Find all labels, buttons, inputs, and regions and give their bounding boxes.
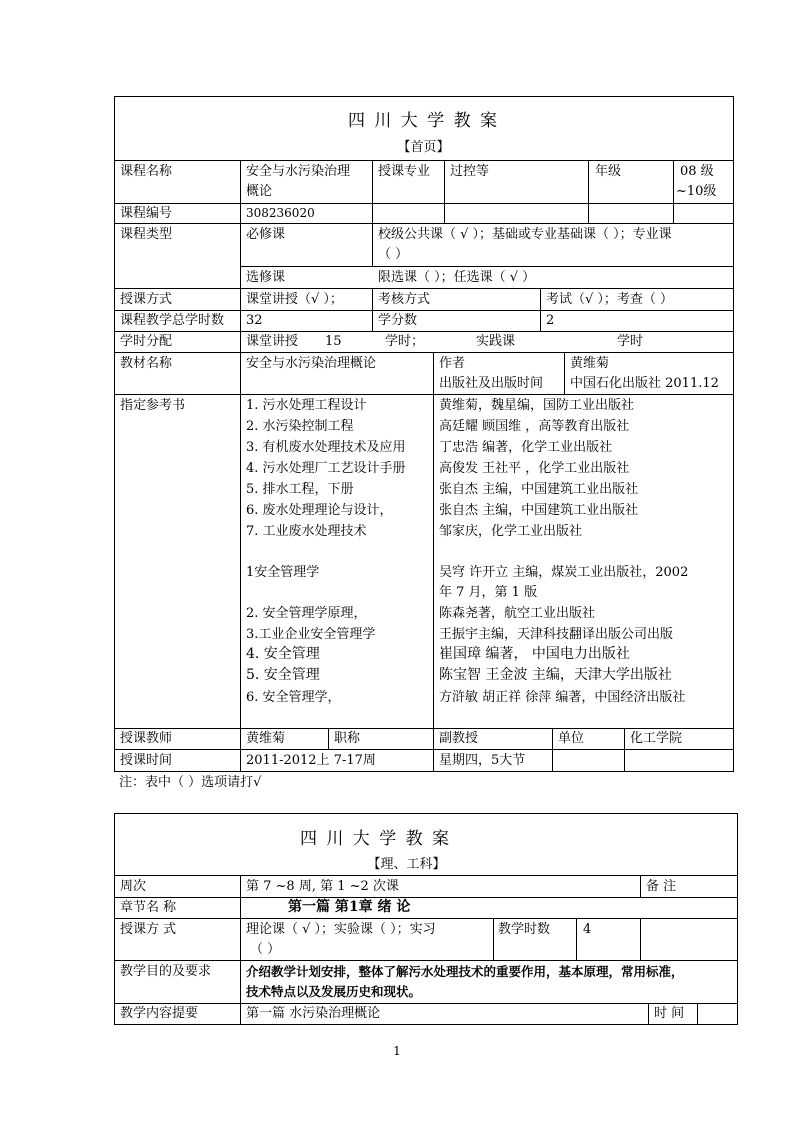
hours-dist-label: 学时分配 — [120, 334, 173, 349]
assessment-label: 考核方式 — [378, 292, 431, 307]
course-code-label: 课程编号 — [120, 206, 173, 221]
teacher-label: 授课教师 — [120, 731, 173, 746]
required-label: 必修课 — [246, 227, 286, 242]
ref-author: 邹家庆，化学工业出版社 — [439, 524, 583, 539]
total-hours-label: 课程教学总学时数 — [120, 313, 225, 328]
grade-value-2: ~10级 — [676, 184, 717, 199]
grade-label: 年级 — [595, 164, 622, 179]
ref-author-cont: 年 7 月，第 1 版 — [439, 585, 538, 600]
ref-title: 2. 水污染控制工程 — [246, 419, 354, 434]
ref-author: 吴穹 许开立 主编，煤炭工业出版社，2002 — [439, 565, 689, 580]
course-code-value: 308236020 — [246, 206, 315, 220]
publisher-label: 出版社及出版时间 — [439, 376, 544, 391]
ref-author: 方浒敏 胡正祥 徐萍 编著，中国经济出版社 — [439, 690, 686, 705]
teaching-time-label: 授课时间 — [120, 753, 173, 768]
course-name-label: 课程名称 — [120, 164, 173, 179]
credits-label: 学分数 — [378, 313, 418, 328]
ref-author: 陈森尧著，航空工业出版社 — [439, 606, 596, 621]
ref-author: 崔国璋 编著， 中国电力出版社 — [439, 646, 630, 662]
textbook-label: 教材名称 — [120, 356, 173, 371]
ref-author: 陈宝智 王金波 主编，天津大学出版社 — [439, 667, 672, 683]
teaching-mode-value-2: （ ） — [250, 942, 281, 957]
professional-title-label: 职称 — [334, 731, 361, 746]
course-name-value: 安全与水污染治理 — [246, 164, 351, 179]
required-options-2: （ ） — [378, 247, 409, 262]
table-subtitle: 【理、工科】 — [367, 857, 446, 872]
ref-author: 丁忠浩 编著，化学工业出版社 — [439, 440, 613, 455]
ref-title: 3.工业企业安全管理学 — [246, 627, 376, 642]
table-note: 注：表中（ ）选项请打√ — [119, 775, 262, 790]
ref-author: 高俊发 王社平 ，化学工业出版社 — [439, 461, 630, 476]
total-hours-value: 32 — [246, 313, 263, 328]
content-value: 第一篇 水污染治理概论 — [246, 1006, 381, 1021]
professional-title-value: 副教授 — [439, 731, 479, 746]
required-options: 校级公共课（ √ ）；基础或专业基础课（ ）；专业课 — [378, 227, 672, 242]
ref-title: 6. 废水处理理论与设计， — [246, 503, 393, 518]
reference-books-label: 指定参考书 — [120, 398, 186, 413]
credits-value: 2 — [546, 313, 555, 328]
ref-author: 张自杰 主编，中国建筑工业出版社 — [439, 482, 639, 497]
teaching-hours-value: 4 — [583, 922, 592, 937]
lecture-hours-unit: 学时； — [385, 334, 425, 349]
table-title: 四 川 大 学 教 案 — [347, 111, 500, 131]
time-column-label: 时 间 — [654, 1006, 685, 1021]
table-subtitle: 【首页】 — [397, 140, 450, 155]
teacher-value: 黄维菊 — [246, 731, 286, 746]
unit-value: 化工学院 — [630, 731, 683, 746]
lecture-label: 课堂讲授 — [246, 334, 299, 349]
goal-label: 教学目的及要求 — [120, 964, 212, 979]
practice-hours-unit: 学时 — [617, 334, 644, 349]
ref-title: 5. 安全管理 — [246, 667, 320, 683]
major-value: 过控等 — [450, 164, 490, 179]
author-label: 作者 — [439, 356, 466, 371]
goal-text-2: 技术特点以及发展历史和现状。 — [246, 984, 422, 999]
elective-options: 限选课（ ）；任选课（ √ ） — [378, 270, 536, 285]
ref-author: 王振宇主编，天津科技翻译出版公司出版 — [439, 627, 674, 642]
ref-title: 4. 污水处理厂工艺设计手册 — [246, 461, 406, 476]
week-label: 周次 — [120, 879, 147, 894]
lecture-hours-value: 15 — [325, 334, 342, 349]
course-type-label: 课程类型 — [120, 227, 173, 242]
ref-title: 2. 安全管理学原理， — [246, 606, 367, 621]
week-value: 第 7 ~8 周, 第 1 ~2 次课 — [246, 879, 399, 894]
author-value: 黄维菊 — [570, 356, 610, 371]
practice-label: 实践课 — [476, 334, 516, 349]
ref-author: 高廷耀 顾国维 ，高等教育出版社 — [439, 419, 630, 434]
ref-title: 5. 排水工程，下册 — [246, 482, 354, 497]
grade-value: 08 级 — [680, 164, 714, 179]
teaching-time-value: 2011-2012上 7-17周 — [246, 753, 376, 768]
chapter-label: 章节名 称 — [120, 900, 177, 915]
major-label: 授课专业 — [378, 164, 431, 179]
textbook-value: 安全与水污染治理概论 — [246, 356, 377, 371]
ref-title: 4. 安全管理 — [246, 646, 320, 662]
teaching-mode-value: 课堂讲授（√ ）； — [246, 292, 343, 307]
chapter-value: 第一篇 第1章 绪 论 — [288, 899, 411, 915]
teaching-hours-label: 教学时数 — [498, 922, 551, 937]
ref-author: 张自杰 主编，中国建筑工业出版社 — [439, 503, 639, 518]
elective-label: 选修课 — [246, 270, 286, 285]
content-label: 教学内容提要 — [120, 1006, 199, 1021]
course-name-value-2: 概论 — [246, 184, 273, 199]
table-title: 四 川 大 学 教 案 — [299, 829, 452, 849]
remark-label: 备 注 — [646, 879, 677, 894]
ref-author: 黄维菊，魏星编，国防工业出版社 — [439, 398, 635, 413]
teaching-mode-value: 理论课（ √ ）；实验课（ ）；实习 — [246, 922, 436, 937]
publisher-value: 中国石化出版社 2011.12 — [570, 376, 719, 391]
ref-title: 1. 污水处理工程设计 — [246, 398, 367, 413]
ref-title: 6. 安全管理学， — [246, 690, 341, 705]
teaching-mode-label: 授课方 式 — [120, 922, 177, 937]
unit-label: 单位 — [558, 731, 585, 746]
ref-title: 1安全管理学 — [246, 565, 320, 580]
goal-text: 介绍教学计划安排，整体了解污水处理技术的重要作用，基本原理，常用标准， — [246, 964, 684, 979]
assessment-value: 考试（√ ）；考查（ ） — [546, 292, 674, 307]
teaching-mode-label: 授课方式 — [120, 292, 173, 307]
ref-title: 7. 工业废水处理技术 — [246, 524, 367, 539]
teaching-time-day: 星期四，5大节 — [439, 753, 526, 768]
ref-title: 3. 有机废水处理技术及应用 — [246, 440, 406, 455]
page-number: 1 — [393, 1044, 401, 1058]
